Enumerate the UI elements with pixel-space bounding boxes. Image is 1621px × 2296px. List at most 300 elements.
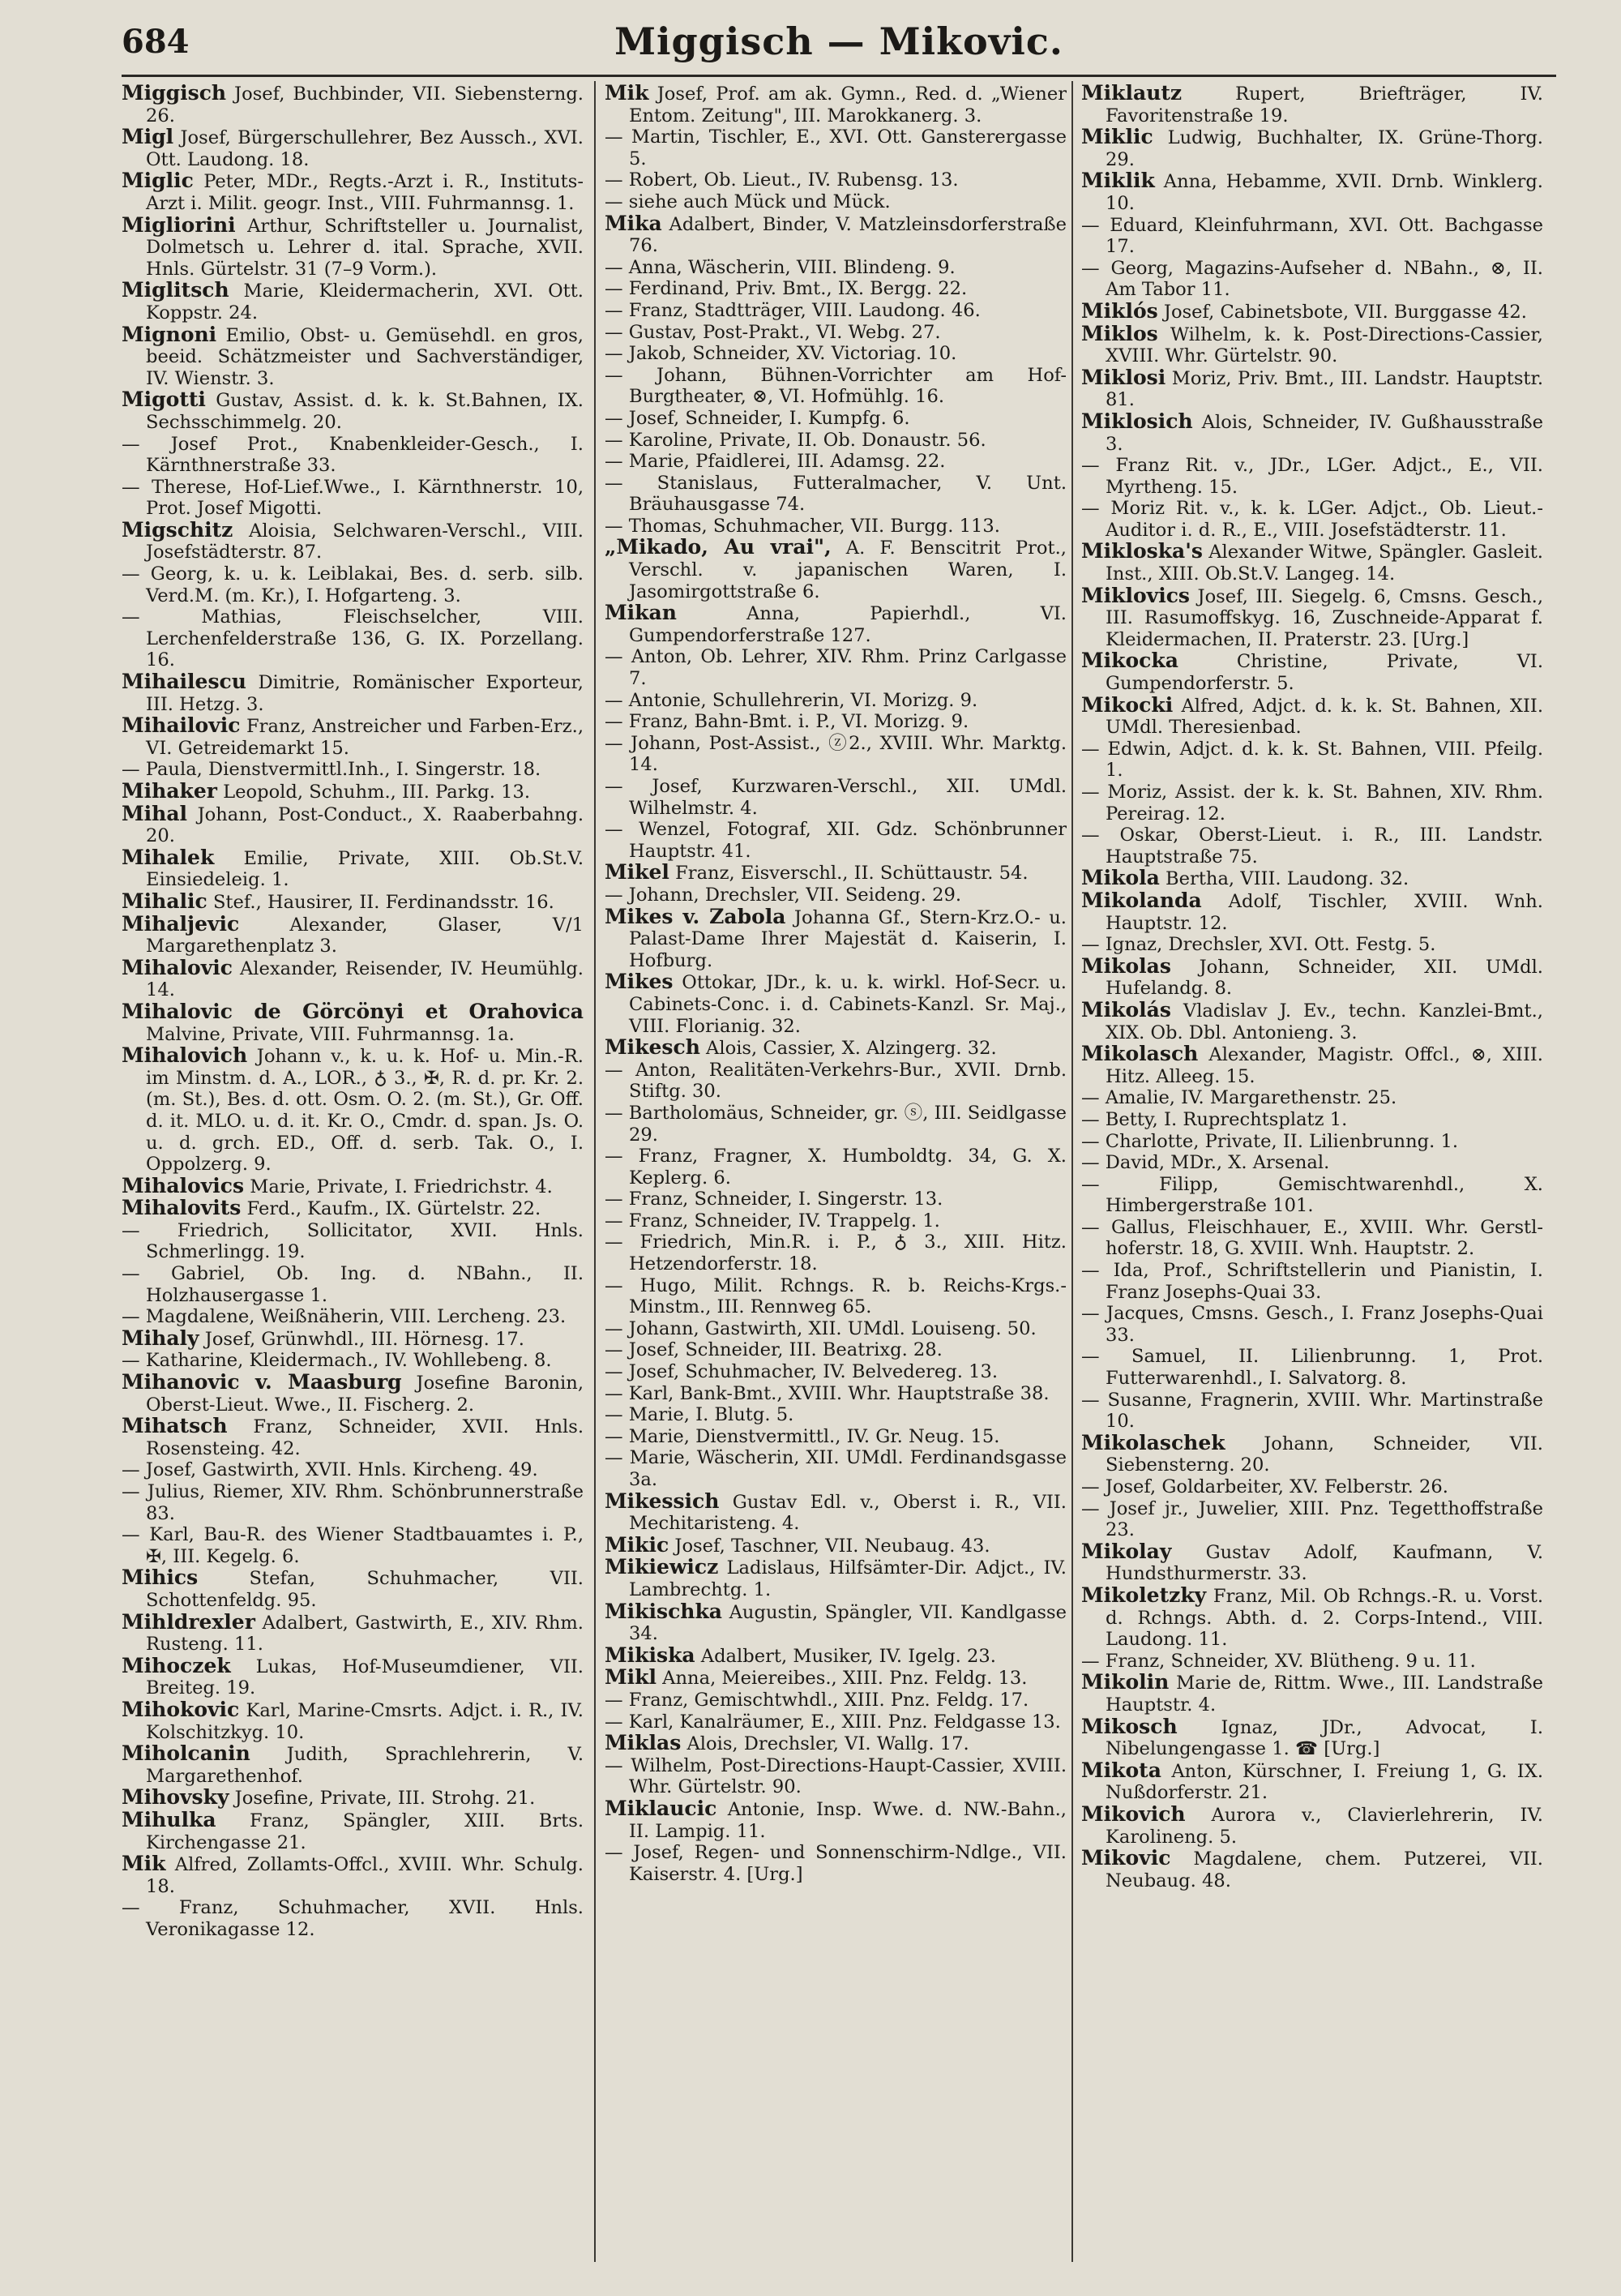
- running-head: Miggisch — Mikovic.: [614, 19, 1063, 63]
- directory-entry: [122, 1853, 584, 1897]
- entry-surname: Mikolas: [1081, 953, 1171, 978]
- header-rule: [122, 75, 1556, 77]
- entry-surname: Mihalovic de Görcönyi et Orahovica: [122, 999, 584, 1023]
- entry-details: Ladislaus, Hilfsämter-Dir. Adjct., IV. Lambrechtg. 1.: [629, 1557, 1067, 1600]
- entry-details: Johann v., k. u. k. Hof- u. Min.-R. im Minstm. d. A., LOR., ♁ 3., ✠, R. d. pr. Kr. 2. (m. St.), Bes. d. ott. Osm. O. 2. (m. St.), Gr. Off. d. it. MLO. u. d. it. Kr. O., Cmdr. d. span. Js. O. u. d. grch. ED., Off. d. serb. Tak. O., I. Oppolzerg. 9.: [146, 1046, 584, 1176]
- directory-entry: [122, 477, 584, 520]
- entry-details: Malvine, Private, VIII. Fuhrmannsg. 1a.: [146, 1023, 515, 1045]
- directory-entry: [605, 819, 1067, 862]
- entry-surname: Mikolaschek: [1081, 1430, 1225, 1454]
- directory-entry: [1081, 258, 1543, 301]
- directory-entry: [605, 408, 1067, 430]
- directory-entry: [605, 278, 1067, 300]
- directory-entry: [605, 1189, 1067, 1210]
- entry-details: Franz, Eisverschl., II. Schüttaustr. 54.: [669, 863, 1029, 885]
- entry-details: — Johann, Bühnen-Vorrichter am Hof-Burgtheater, ⊗, VI. Hofmühlg. 16.: [605, 364, 1067, 408]
- entry-surname: Miklovics: [1081, 583, 1190, 607]
- entry-surname: Mignoni: [122, 322, 217, 346]
- entry-details: Ferd., Kaufm., IX. Gürtelstr. 22.: [241, 1198, 541, 1220]
- entry-surname: Mihailovic: [122, 713, 241, 738]
- column-divider: [1071, 81, 1073, 2262]
- directory-entry: [605, 126, 1067, 169]
- entry-details: — Josef, Schneider, III. Beatrixg. 28.: [605, 1339, 943, 1361]
- entry-surname: Mihalic: [122, 889, 207, 913]
- entry-surname: Miklosi: [1081, 365, 1166, 389]
- entry-details: — Martin, Tischler, E., XVI. Ott. Gansterergasse 5.: [605, 126, 1067, 169]
- entry-surname: Miklautz: [1081, 83, 1183, 105]
- directory-entry: [122, 1609, 584, 1656]
- entry-surname: Miklik: [1081, 169, 1155, 193]
- directory-entry: [1081, 934, 1543, 956]
- directory-entry: [1081, 650, 1543, 694]
- entry-details: — Betty, I. Ruprechtsplatz 1.: [1081, 1108, 1348, 1130]
- directory-entry: [122, 1197, 584, 1220]
- directory-entry: [605, 1275, 1067, 1318]
- entry-details: Marie, Private, I. Friedrichstr. 4.: [244, 1176, 553, 1197]
- entry-details: — Wilhelm, Post-Directions-Haupt-Cassier, XVIII. Whr. Gürtelstr. 90.: [605, 1754, 1067, 1798]
- entry-details: — Karl, Kanalräumer, E., XIII. Pnz. Feldgasse 13.: [605, 1711, 1061, 1733]
- directory-entry: [605, 1404, 1067, 1426]
- entry-details: — Franz Rit. v., JDr., LGer. Adjct., E., VII. Myrtheng. 15.: [1081, 455, 1543, 498]
- entry-details: Johann, Schneider, XII. UMdl. Hufelandg. 8.: [1106, 956, 1543, 1000]
- entry-details: — Franz, Schneider, IV. Trappelg. 1.: [605, 1210, 940, 1232]
- directory-entry: [122, 803, 584, 847]
- entry-surname: Miklaucic: [605, 1796, 717, 1820]
- entry-details: Moriz, Priv. Bmt., III. Landstr. Hauptstr. 81.: [1106, 367, 1543, 411]
- directory-entry: [605, 1447, 1067, 1490]
- entry-surname: Miklos: [1081, 321, 1158, 345]
- directory-entry: [1081, 1716, 1543, 1760]
- entry-surname: Miklic: [1081, 125, 1153, 149]
- entry-surname: Mihalovich: [122, 1043, 248, 1068]
- directory-entry: [605, 971, 1067, 1037]
- directory-entry: [122, 1173, 584, 1198]
- directory-entry: [1081, 1043, 1543, 1087]
- entry-surname: Mikocki: [1081, 692, 1174, 717]
- directory-entry: [122, 1045, 584, 1176]
- directory-entry: [605, 1146, 1067, 1189]
- entry-details: — Moriz, Assist. der k. k. St. Bahnen, XIV. Rhm. Pereirag. 12.: [1081, 782, 1543, 825]
- entry-surname: Mikovic: [1081, 1846, 1171, 1870]
- directory-entry: [122, 517, 584, 563]
- directory-entry: [122, 1897, 584, 1940]
- directory-entry: [1081, 953, 1543, 1000]
- entry-details: — Eduard, Kleinfuhrmann, XVI. Ott. Bachgasse 17.: [1081, 214, 1543, 258]
- directory-entry: [122, 1350, 584, 1372]
- entry-surname: Mikolin: [1081, 1670, 1170, 1694]
- entry-details: Ottokar, JDr., k. u. k. wirkl. Hof-Secr. u. Cabinets-Conc. i. d. Cabinets-Kanzl. Sr. Maj., VIII. Florianig. 32.: [629, 972, 1067, 1037]
- entry-surname: Mihaker: [122, 779, 217, 803]
- directory-entry: [122, 1787, 584, 1810]
- entry-surname: Mihalovits: [122, 1196, 242, 1220]
- entry-details: Aurora v., Clavierlehrerin, IV. Karolineng. 5.: [1106, 1804, 1543, 1848]
- directory-entry: [1081, 585, 1543, 651]
- directory-entry: [122, 434, 584, 477]
- entry-details: — Gabriel, Ob. Ing. d. NBahn., II. Holzhausergasse 1.: [122, 1263, 584, 1306]
- entry-details: — Johann, Post-Assist., ⓩ2., XVIII. Whr. Marktg. 14.: [605, 732, 1067, 776]
- entry-details: Aloisia, Selchwaren-Verschl., VIII. Josefstädterstr. 87.: [146, 520, 584, 563]
- directory-entry: [605, 1383, 1067, 1405]
- directory-entry: [122, 759, 584, 781]
- entry-details: — Marie, Pfaidlerei, III. Adamsg. 22.: [605, 451, 946, 473]
- entry-details: Alfred, Zollamts-Offcl., XVIII. Whr. Schulg. 18.: [146, 1854, 584, 1897]
- directory-entry: [605, 322, 1067, 344]
- entry-details: Gustav Adolf, Kaufmann, V. Hundsthurmerstr. 33.: [1106, 1541, 1543, 1585]
- directory-entry: [1081, 1087, 1543, 1109]
- directory-entry: [1081, 890, 1543, 934]
- entry-details: Anna, Meiereibes., XIII. Pnz. Feldg. 13.: [657, 1668, 1028, 1690]
- directory-entry: [1081, 1174, 1543, 1217]
- directory-entry: [1081, 1651, 1543, 1673]
- directory-entry: [605, 1842, 1067, 1885]
- entry-surname: Mikolás: [1081, 997, 1171, 1022]
- directory-entry: [1081, 997, 1543, 1043]
- directory-entry: [122, 1699, 584, 1743]
- entry-surname: Mikel: [605, 860, 669, 885]
- entry-details: — Katharine, Kleidermach., IV. Wohllebeng. 8.: [122, 1350, 552, 1372]
- entry-surname: Mihalek: [122, 845, 215, 869]
- entry-details: — Ida, Prof., Schriftstellerin und Pianistin, I. Franz Josephs-Quai 33.: [1081, 1260, 1543, 1303]
- entry-details: Lukas, Hof-Museumdiener, VII. Breiteg. 19.: [146, 1656, 584, 1699]
- entry-surname: Miggisch: [122, 83, 227, 105]
- entry-details: — Filipp, Gemischtwarenhdl., X. Himbergerstraße 101.: [1081, 1173, 1543, 1217]
- directory-entry: [605, 1232, 1067, 1274]
- entry-surname: Mikessich: [605, 1489, 720, 1513]
- directory-entry: [122, 563, 584, 606]
- directory-entry: [122, 389, 584, 433]
- directory-entry: [605, 862, 1067, 885]
- directory-entry: [605, 516, 1067, 538]
- directory-entry: [605, 257, 1067, 279]
- entry-details: — Franz, Schneider, I. Singerstr. 13.: [605, 1189, 943, 1210]
- entry-details: Alexander Witwe, Spängler. Gasleit. Inst., XIII. Ob.St.V. Langeg. 14.: [1106, 542, 1543, 585]
- entry-details: Alois, Cassier, X. Alzingerg. 32.: [699, 1038, 997, 1060]
- directory-entry: [605, 213, 1067, 257]
- entry-details: — Julius, Riemer, XIV. Rhm. Schönbrunnerstraße 83.: [122, 1481, 584, 1524]
- directory-entry: [1081, 367, 1543, 411]
- directory-entry: [1081, 692, 1543, 739]
- entry-surname: Mikan: [605, 601, 677, 625]
- entry-details: — Josef jr., Juwelier, XIII. Pnz. Tegetthoffstraße 23.: [1081, 1497, 1543, 1541]
- directory-entry: [605, 1798, 1067, 1842]
- directory-entry: [122, 606, 584, 671]
- entry-details: Anna, Papierhdl., VI. Gumpendorferstraße 127.: [629, 603, 1067, 646]
- entry-details: — Hugo, Milit. Rchngs. R. b. Reichs-Krgs.-Minstm., III. Rennweg 65.: [605, 1274, 1067, 1318]
- directory-entry: [122, 1372, 584, 1416]
- entry-details: — Franz, Gemischtwhdl., XIII. Pnz. Feldg. 17.: [605, 1689, 1029, 1711]
- entry-surname: Mihovsky: [122, 1785, 229, 1810]
- entry-details: Franz, Schneider, XVII. Hnls. Rosensteing. 42.: [146, 1416, 584, 1459]
- directory-entry: [1081, 298, 1543, 323]
- entry-details: Josef, III. Siegelg. 6, Cmsns. Gesch., III. Rasumoffskyg. 16, Zuschneide-Apparat f. Kleidermachen, II. Praterstr. 23. [Urg.]: [1106, 585, 1543, 650]
- directory-entry: [605, 451, 1067, 473]
- entry-surname: Mikes: [605, 970, 674, 994]
- entry-details: Johanna Gf., Stern-Krz.O.- u. Palast-Dame Ihrer Majestät d. Kaiserin, I. Hofburg.: [629, 906, 1067, 971]
- entry-details: Alexander, Magistr. Offcl., ⊗, XIII. Hitz. Alleeg. 15.: [1106, 1044, 1543, 1087]
- page-number: 684: [122, 23, 190, 61]
- entry-details: — Josef, Goldarbeiter, XV. Felberstr. 26.: [1081, 1476, 1448, 1497]
- entry-details: Anton, Kürschner, I. Freiung 1, G. IX. Nußdorferstr. 21.: [1106, 1760, 1543, 1804]
- entry-details: — Stanislaus, Futteralmacher, V. Unt. Bräuhausgasse 74.: [605, 472, 1067, 516]
- directory-entry: [605, 711, 1067, 733]
- directory-entry: [605, 1037, 1067, 1060]
- entry-details: Wilhelm, k. k. Post-Directions-Cassier, XVIII. Whr. Gürtelstr. 90.: [1106, 323, 1543, 367]
- entry-surname: Mihanovic v. Maasburg: [122, 1370, 402, 1394]
- directory-entry: [122, 671, 584, 715]
- entry-surname: Mikiska: [605, 1643, 695, 1667]
- entry-details: Leopold, Schuhm., III. Parkg. 13.: [216, 782, 531, 803]
- directory-entry: [1081, 1541, 1543, 1585]
- entry-surname: Mikes v. Zabola: [605, 904, 786, 928]
- directory-entry: [122, 324, 584, 390]
- entry-details: Marie de, Rittm. Wwe., III. Landstraße Hauptstr. 4.: [1106, 1673, 1543, 1716]
- entry-details: Augustin, Spängler, VII. Kandlgasse 34.: [629, 1601, 1067, 1645]
- entry-surname: Mikic: [605, 1532, 669, 1557]
- entry-details: Rupert, Briefträger, IV. Favoritenstraße 19.: [1106, 84, 1543, 126]
- entry-surname: Mikl: [605, 1665, 657, 1690]
- entry-surname: Mihailescu: [122, 670, 246, 694]
- entry-details: — Jakob, Schneider, XV. Victoriag. 10.: [605, 343, 957, 365]
- entry-surname: Mihulka: [122, 1807, 216, 1831]
- directory-entry: [1081, 1672, 1543, 1716]
- directory-entry: [605, 169, 1067, 191]
- entry-surname: Miklós: [1081, 298, 1158, 323]
- directory-entry: [1081, 126, 1543, 170]
- entry-surname: Miglitsch: [122, 278, 229, 302]
- entry-details: — Josef, Schuhmacher, IV. Belvedereg. 13.: [605, 1361, 999, 1383]
- directory-entry: [122, 1743, 584, 1787]
- entry-details: Alois, Schneider, IV. Gußhausstraße 3.: [1106, 411, 1543, 455]
- entry-details: — Samuel, II. Lilienbrunng. 1, Prot. Futterwarenhdl., I. Salvatorg. 8.: [1081, 1346, 1543, 1390]
- entry-surname: Mikloska's: [1081, 539, 1203, 563]
- directory-entry: [122, 1807, 584, 1853]
- entry-details: Adalbert, Musiker, IV. Igelg. 23.: [695, 1645, 996, 1667]
- entry-details: — Paula, Dienstvermittl.Inh., I. Singerstr. 18.: [122, 759, 541, 781]
- entry-surname: Mihaljevic: [122, 911, 240, 936]
- directory-entry: [1081, 1217, 1543, 1260]
- directory-entry: [122, 83, 584, 126]
- entry-surname: Mikesch: [605, 1035, 700, 1060]
- entry-surname: Migliorini: [122, 212, 236, 237]
- entry-details: — Moriz Rit. v., k. k. LGer. Adjct., Ob. Lieut.-Auditor i. d. R., E., VIII. Josefstädterstr. 11.: [1081, 498, 1543, 541]
- entry-details: — Amalie, IV. Margarethenstr. 25.: [1081, 1087, 1397, 1109]
- directory-entry: [1081, 83, 1543, 126]
- entry-surname: Mihaly: [122, 1326, 199, 1350]
- directory-entry: [1081, 1498, 1543, 1541]
- entry-details: — Therese, Hof-Lief.Wwe., I. Kärnthnerstr. 10, Prot. Josef Migotti.: [122, 476, 584, 520]
- entry-details: — Josef, Regen- und Sonnenschirm-Ndlge., VII. Kaiserstr. 4. [Urg.]: [605, 1842, 1067, 1885]
- entry-surname: Mikiewicz: [605, 1555, 719, 1579]
- entry-surname: Mik: [122, 1852, 166, 1876]
- directory-entry: [605, 430, 1067, 452]
- directory-entry: [122, 847, 584, 891]
- entry-details: — Franz, Stadtträger, VIII. Laudong. 46.: [605, 299, 981, 321]
- entry-details: — Ignaz, Drechsler, XVI. Ott. Festg. 5.: [1081, 934, 1436, 956]
- entry-details: Judith, Sprachlehrerin, V. Margarethenhof.: [146, 1744, 584, 1787]
- directory-entry: [1081, 1801, 1543, 1848]
- directory-entry: [605, 343, 1067, 365]
- entry-details: Alfred, Adjct. d. k. k. St. Bahnen, XII. UMdl. Theresienbad.: [1106, 695, 1543, 739]
- directory-entry: [1081, 1760, 1543, 1804]
- entry-details: Josef, Taschner, VII. Neubaug. 43.: [669, 1535, 990, 1557]
- entry-details: Emilie, Private, XIII. Ob.St.V. Einsiedeleig. 1.: [146, 847, 584, 891]
- directory-entry: [1081, 1131, 1543, 1153]
- entry-surname: Mikota: [1081, 1758, 1161, 1782]
- directory-entry: [605, 1733, 1067, 1755]
- directory-entry: [122, 891, 584, 914]
- entry-details: Josef, Cabinetsbote, VII. Burggasse 42.: [1157, 301, 1527, 323]
- entry-details: — Josef, Schneider, I. Kumpfg. 6.: [605, 407, 910, 429]
- directory-entry: [605, 1755, 1067, 1798]
- entry-details: Franz, Mil. Ob Rchngs.-R. u. Vorst. d. Rchngs. Abth. d. 2. Corps-Intend., VIII. Laudong. 11.: [1106, 1585, 1543, 1651]
- entry-details: — Karl, Bau-R. des Wiener Stadtbauamtes i. P., ✠, III. Kegelg. 6.: [122, 1524, 584, 1567]
- directory-entry: [1081, 825, 1543, 867]
- directory-entry: [605, 1690, 1067, 1711]
- column-1: [122, 83, 584, 2264]
- directory-entry: [1081, 541, 1543, 585]
- directory-entry: [122, 1459, 584, 1481]
- directory-entry: [605, 1361, 1067, 1383]
- directory-entry: [605, 473, 1067, 516]
- page-header: [122, 19, 1556, 70]
- entry-details: Emilio, Obst- u. Gemüsehdl. en gros, beeid. Schätzmeister und Sachverständiger, IV. Wienstr. 3.: [146, 324, 584, 389]
- directory-entry: [605, 1060, 1067, 1103]
- entry-details: — Oskar, Oberst-Lieut. i. R., III. Landstr. Hauptstraße 75.: [1081, 825, 1543, 867]
- directory-entry: [605, 1210, 1067, 1232]
- entry-surname: Miholcanin: [122, 1741, 250, 1766]
- directory-entry: [605, 906, 1067, 972]
- directory-entry: [1081, 455, 1543, 498]
- entry-details: Arthur, Schriftsteller u. Journalist, Dolmetsch u. Lehrer d. ital. Sprache, XVII. Hnls. Gürtelstr. 31 (7–9 Vorm.).: [146, 215, 584, 280]
- entry-details: Adalbert, Gastwirth, E., XIV. Rhm. Rusteng. 11.: [146, 1612, 584, 1656]
- entry-surname: Mikischka: [605, 1599, 722, 1623]
- entry-surname: Mik: [605, 83, 649, 105]
- entry-details: Josef, Bürgerschullehrer, Bez Aussch., XVI. Ott. Laudong. 18.: [146, 127, 584, 170]
- directory-entry: [1081, 170, 1543, 214]
- directory-entry: [122, 1653, 584, 1699]
- entry-surname: Mikosch: [1081, 1714, 1178, 1738]
- entry-details: — Magdalene, Weißnäherin, VIII. Lercheng. 23.: [122, 1306, 567, 1328]
- directory-entry: [605, 1491, 1067, 1535]
- entry-details: — Karl, Bank-Bmt., XVIII. Whr. Hauptstraße 38.: [605, 1382, 1050, 1404]
- directory-entry: [605, 733, 1067, 776]
- directory-entry: [605, 1667, 1067, 1690]
- entry-details: — Robert, Ob. Lieut., IV. Rubensg. 13.: [605, 169, 959, 191]
- entry-surname: Miklas: [605, 1731, 682, 1755]
- entry-details: — Bartholomäus, Schneider, gr. ⓢ, III. Seidlgasse 29.: [605, 1102, 1067, 1146]
- entry-surname: Migschitz: [122, 517, 233, 542]
- directory-entry: [605, 300, 1067, 322]
- entry-details: Alexander, Reisender, IV. Heumühlg. 14.: [146, 957, 584, 1001]
- directory-entry: [122, 781, 584, 803]
- directory-entry: [122, 1263, 584, 1306]
- entry-surname: Mihics: [122, 1566, 199, 1590]
- directory-entry: [1081, 1848, 1543, 1891]
- entry-details: Dimitrie, Romänischer Exporteur, III. Hetzg. 3.: [146, 672, 584, 715]
- entry-details: Josef, Prof. am ak. Gymn., Red. d. „Wiener Entom. Zeitung", III. Marokkanerg. 3.: [629, 84, 1067, 126]
- entry-details: — Josef, Kurzwaren-Verschl., XII. UMdl. Wilhelmstr. 4.: [605, 776, 1067, 819]
- entry-details: — Georg, Magazins-Aufseher d. NBahn., ⊗, II. Am Tabor 11.: [1081, 257, 1543, 301]
- directory-entry: [122, 1220, 584, 1263]
- directory-entry: [122, 170, 584, 214]
- entry-details: Adolf, Tischler, XVIII. Wnh. Hauptstr. 12.: [1106, 890, 1543, 934]
- entry-surname: Mika: [605, 211, 662, 235]
- entry-details: Johann, Schneider, VII. Siebensterng. 20.: [1106, 1433, 1543, 1476]
- entry-details: — Friedrich, Sollicitator, XVII. Hnls. Schmerlingg. 19.: [122, 1219, 584, 1263]
- entry-details: — Franz, Schneider, XV. Blütheng. 9 u. 11.: [1081, 1650, 1476, 1672]
- entry-details: Stefan, Schuhmacher, VII. Schottenfeldg. 95.: [146, 1568, 584, 1611]
- entry-details: Josefine, Private, III. Strohg. 21.: [229, 1788, 536, 1810]
- directory-entry: [1081, 867, 1543, 890]
- entry-details: — siehe auch Mück und Mück.: [605, 191, 891, 212]
- column-divider: [594, 81, 596, 2262]
- entry-details: — Josef Prot., Knabenkleider-Gesch., I. Kärnthnerstraße 33.: [122, 433, 584, 477]
- directory-entry: [122, 1481, 584, 1524]
- entry-details: — Anna, Wäscherin, VIII. Blindeng. 9.: [605, 256, 956, 278]
- entry-details: — Marie, Dienstvermittl., IV. Gr. Neug. 15.: [605, 1425, 1000, 1447]
- entry-surname: Mikoletzky: [1081, 1583, 1207, 1607]
- directory-entry: [122, 126, 584, 170]
- entry-details: — Josef, Gastwirth, XVII. Hnls. Kircheng. 49.: [122, 1459, 538, 1481]
- directory-entry: [605, 365, 1067, 408]
- entry-details: Adalbert, Binder, V. Matzleinsdorferstraße 76.: [629, 213, 1067, 257]
- entry-details: — Gustav, Post-Prakt., VI. Webg. 27.: [605, 321, 941, 343]
- entry-details: — Wenzel, Fotograf, XII. Gdz. Schönbrunner Hauptstr. 41.: [605, 819, 1067, 862]
- directory-entry: [1081, 215, 1543, 258]
- directory-entry: [1081, 1476, 1543, 1498]
- directory-entry: [605, 191, 1067, 213]
- entry-surname: Miglic: [122, 169, 194, 193]
- entry-details: Josef, Grünwhdl., III. Hörnesg. 17.: [199, 1328, 524, 1350]
- directory-entry: [1081, 1430, 1543, 1476]
- entry-details: — David, MDr., X. Arsenal.: [1081, 1152, 1330, 1174]
- entry-details: Vladislav J. Ev., techn. Kanzlei-Bmt., XIX. Ob. Dbl. Antonieng. 3.: [1106, 1000, 1543, 1043]
- directory-entry: [1081, 1109, 1543, 1131]
- entry-details: Karl, Marine-Cmsrts. Adjct. i. R., IV. Kolschitzkyg. 10.: [146, 1699, 584, 1743]
- directory-entry: [122, 1328, 584, 1351]
- entry-surname: Mihokovic: [122, 1697, 240, 1721]
- entry-details: — Mathias, Fleischselcher, VIII. Lerchenfelderstraße 136, G. IX. Porzellang. 16.: [122, 606, 584, 671]
- entry-details: — Ferdinand, Priv. Bmt., IX. Bergg. 22.: [605, 278, 968, 300]
- entry-details: Antonie, Insp. Wwe. d. NW.-Bahn., II. Lampig. 11.: [629, 1798, 1067, 1842]
- entry-details: — Susanne, Fragnerin, XVIII. Whr. Martinstraße 10.: [1081, 1389, 1543, 1433]
- directory-entry: [605, 1557, 1067, 1600]
- entry-surname: Mihldrexler: [122, 1609, 255, 1634]
- entry-surname: Mikolanda: [1081, 888, 1202, 912]
- column-3: [1081, 83, 1543, 2264]
- entry-details: Alexander, Glaser, V/1 Margarethenplatz 3.: [146, 914, 584, 957]
- entry-details: — Jacques, Cmsns. Gesch., I. Franz Josephs-Quai 33.: [1081, 1303, 1543, 1346]
- entry-details: — Thomas, Schuhmacher, VII. Burgg. 113.: [605, 515, 1000, 537]
- directory-entry: [1081, 782, 1543, 825]
- entry-details: Stef., Hausirer, II. Ferdinandsstr. 16.: [207, 891, 554, 913]
- directory-entry: [122, 280, 584, 323]
- entry-details: Josef, Buchbinder, VII. Siebensterng. 26.: [146, 84, 584, 126]
- directory-entry: [605, 646, 1067, 689]
- entry-details: Alois, Drechsler, VI. Wallg. 17.: [681, 1733, 969, 1755]
- directory-entry: [605, 537, 1067, 602]
- entry-surname: Mikovich: [1081, 1801, 1186, 1826]
- entry-details: — Charlotte, Private, II. Lilienbrunng. 1.: [1081, 1130, 1459, 1152]
- entry-details: Franz, Anstreicher und Farben-Erz., VI. Getreidemarkt 15.: [146, 716, 584, 759]
- entry-surname: Mikocka: [1081, 649, 1178, 673]
- entry-details: Johann, Post-Conduct., X. Raaberbahng. 20.: [146, 803, 584, 847]
- directory-entry: [605, 1711, 1067, 1733]
- entry-surname: Mihalovics: [122, 1173, 245, 1197]
- entry-details: — Franz, Fragner, X. Humboldtg. 34, G. X. Keplerg. 6.: [605, 1146, 1067, 1189]
- entry-details: — Franz, Schuhmacher, XVII. Hnls. Veronikagasse 12.: [122, 1897, 584, 1940]
- directory-entry: [605, 1339, 1067, 1361]
